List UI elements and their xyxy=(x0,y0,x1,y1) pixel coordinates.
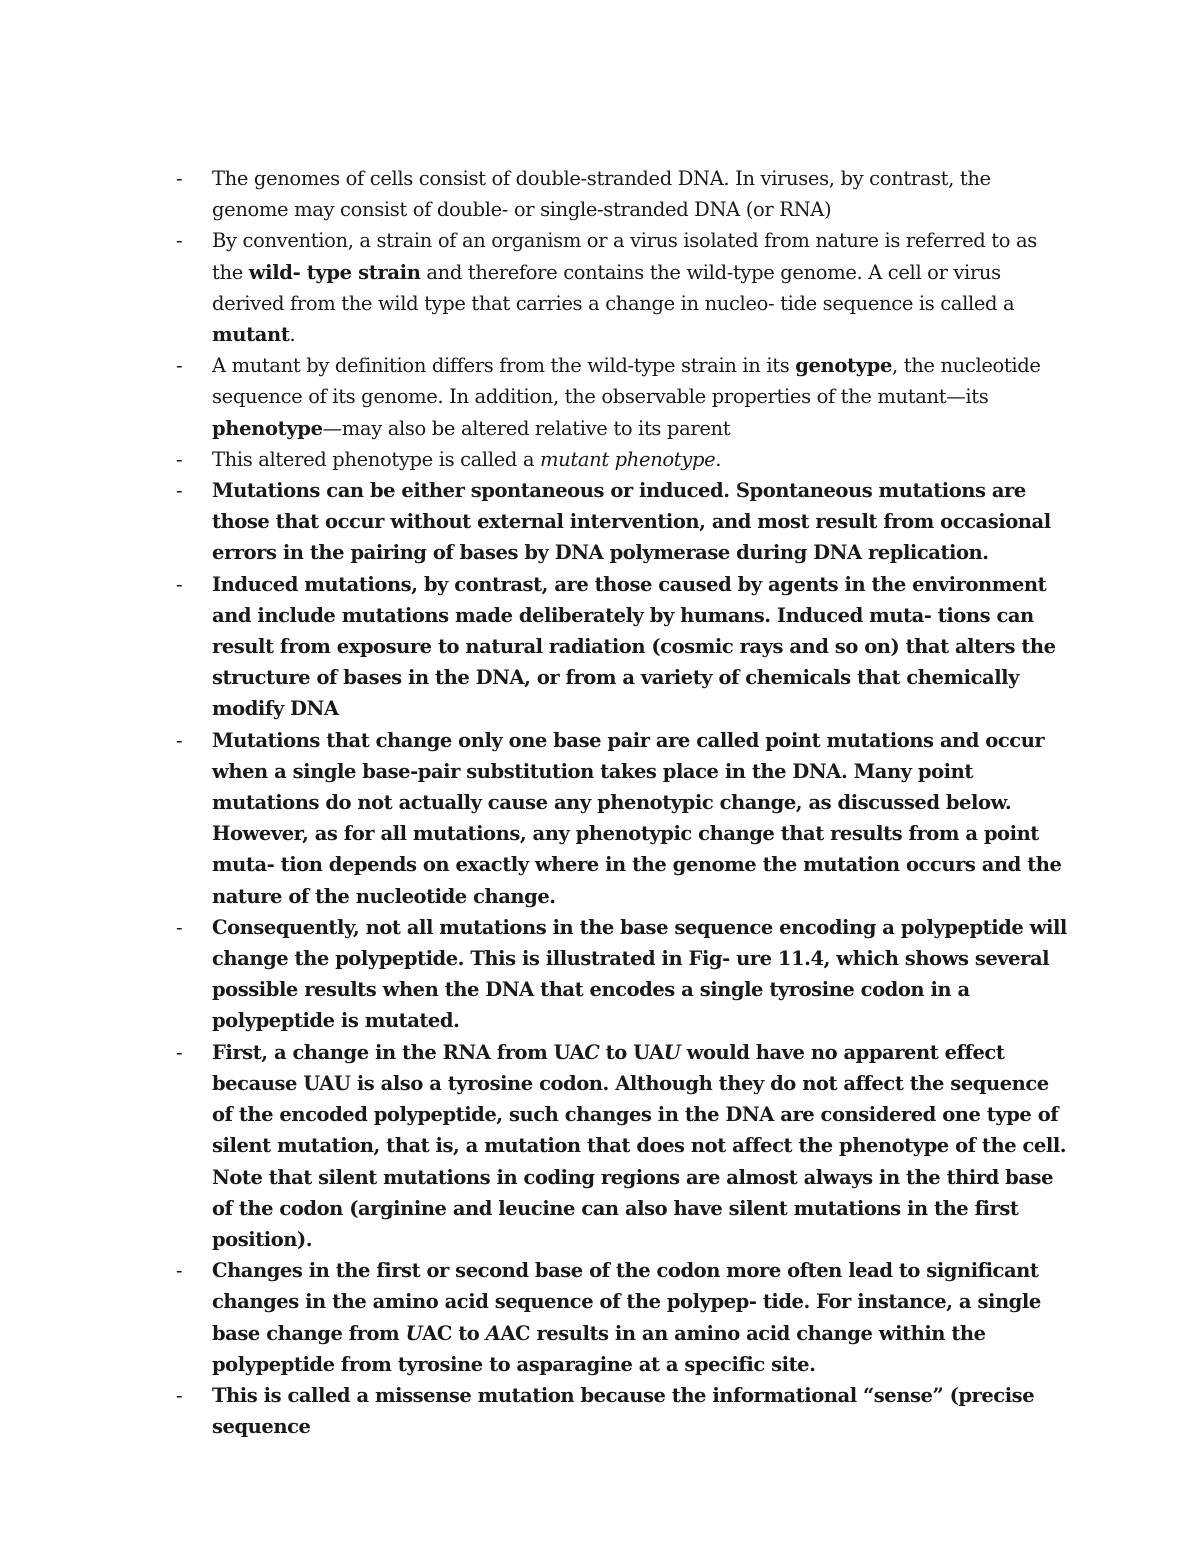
bullet-dash: - xyxy=(176,1383,183,1407)
list-item xyxy=(170,163,1070,225)
bullet-dash: - xyxy=(176,447,183,471)
item-text: AC results in an amino acid change within the polypeptide from tyrosine to asparagine at a specific site. xyxy=(212,1321,986,1376)
codon-base: U xyxy=(405,1321,423,1345)
term-genotype: genotype xyxy=(795,354,893,378)
item-text: to UA xyxy=(599,1040,664,1064)
bullet-dash: - xyxy=(176,915,183,939)
item-text: Consequently, not all mutations in the base sequence encoding a polypeptide will change the polypeptide. This is illustrated in Fig- ure 11.4, which shows several possible results when the DNA that encodes a single tyrosine codon in a polypeptide is mutated. xyxy=(212,915,1067,1033)
item-text: A mutant by definition differs from the wild-type strain in its xyxy=(212,354,796,378)
list-item xyxy=(170,1380,1070,1442)
bullet-dash: - xyxy=(176,728,183,752)
bullet-dash: - xyxy=(176,167,183,190)
list-item xyxy=(170,725,1070,912)
term-phenotype: phenotype xyxy=(212,416,323,440)
item-text: This is called a missense mutation because the informational “sense” (precise sequence xyxy=(212,1383,1035,1439)
bullet-dash: - xyxy=(176,354,183,378)
list-item xyxy=(170,475,1070,569)
bullet-dash: - xyxy=(176,1040,183,1064)
item-text: , the nucleotide sequence of its genome. In addition, the observable properties of the mutant—its xyxy=(212,354,1041,409)
list-item xyxy=(170,1037,1070,1255)
bullet-dash: - xyxy=(176,572,183,596)
codon-base: C xyxy=(584,1040,600,1064)
item-text: First, a change in the RNA from UA xyxy=(212,1040,585,1064)
term-wild-type-strain: wild- type strain xyxy=(248,260,421,284)
item-text: Mutations that change only one base pair are called point mutations and occur when a single base-pair substitution takes place in the DNA. Many point mutations do not actually cause any phenotypic change, as discussed below. However, as for all mutations, any phenotypic change that results from a point muta- tion depends on exactly where in the genome the mutation occurs and the nature of the nucleotide change. xyxy=(212,728,1062,908)
list-item xyxy=(170,569,1070,725)
bullet-list xyxy=(170,163,1070,1442)
bullet-dash: - xyxy=(176,229,183,253)
item-text: —may also be altered relative to its parent xyxy=(322,416,731,440)
codon-base: U xyxy=(663,1040,681,1064)
item-text: Induced mutations, by contrast, are those caused by agents in the environment and include mutations made deliberately by humans. Induced muta- tions can result from exposure to natural radiation (cosmic rays and so on) that alters the structure of bases in the DNA, or from a variety of chemicals that chemically modify DNA xyxy=(212,572,1056,721)
list-item xyxy=(170,225,1070,350)
item-text: and therefore contains the wild-type genome. A cell or virus derived from the wild type that carries a change in nucleo- tide sequence is called a xyxy=(212,260,1015,315)
term-mutant-phenotype: mutant phenotype xyxy=(540,447,716,471)
list-item xyxy=(170,1255,1070,1380)
item-text: The genomes of cells consist of double-stranded DNA. In viruses, by contrast, the genome may consist of double- or single-stranded DNA (or RNA) xyxy=(212,167,991,222)
bullet-dash: - xyxy=(176,1259,183,1283)
item-text: . xyxy=(715,447,722,471)
item-text: By convention, a strain of an organism or a virus isolated from nature is referred to as the xyxy=(212,229,1037,284)
item-text: AC to xyxy=(422,1321,486,1345)
codon-base: A xyxy=(485,1321,501,1345)
item-text: This altered phenotype is called a xyxy=(212,447,541,471)
item-text: Mutations can be either spontaneous or induced. Spontaneous mutations are those that occur without external intervention, and most result from occasional errors in the pairing of bases by DNA polymerase during DNA replication. xyxy=(212,479,1051,565)
list-item xyxy=(170,444,1070,475)
term-mutant: mutant xyxy=(212,323,290,347)
item-text: would have no apparent effect because UAU is also a tyrosine codon. Although they do not affect the sequence of the encoded polypeptide, such changes in the DNA are considered one type of silent mutation, that is, a mutation that does not affect the phenotype of the cell. Note that silent mutations in coding regions are almost always in the third base of the codon (arginine and leucine can also have silent mutations in the first position). xyxy=(212,1040,1067,1251)
list-item xyxy=(170,912,1070,1037)
list-item xyxy=(170,350,1070,444)
bullet-dash: - xyxy=(176,479,183,503)
item-text: Changes in the first or second base of the codon more often lead to significant changes in the amino acid sequence of the polypep- tide. For instance, a single base change from xyxy=(212,1259,1041,1345)
item-text: . xyxy=(289,323,296,347)
